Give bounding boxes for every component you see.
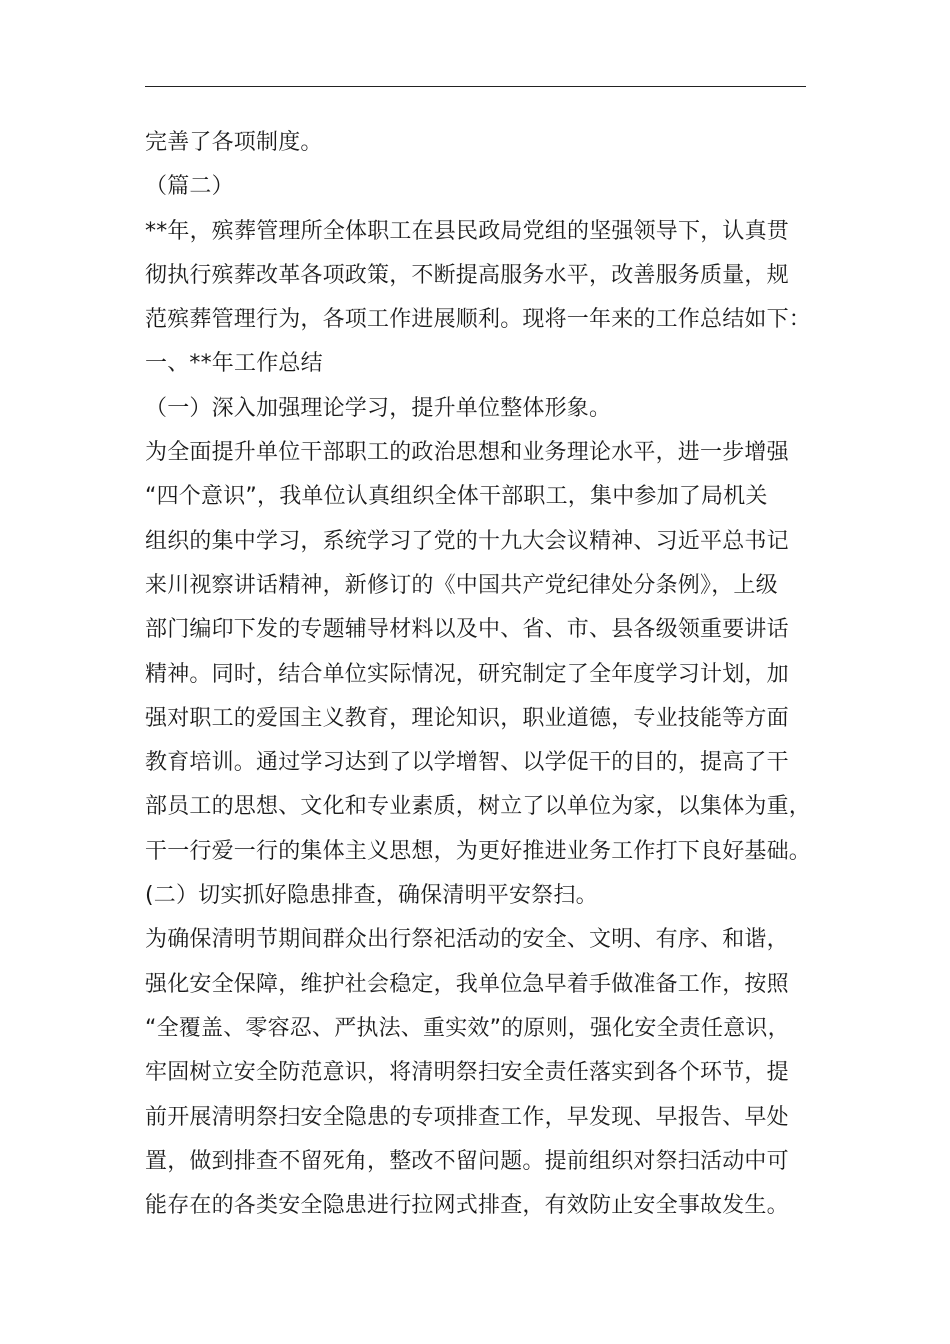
text-line: 为确保清明节期间群众出行祭祀活动的安全、文明、有序、和谐， [145,927,789,953]
text-line: “四个意识”，我单位认真组织全体干部职工，集中参加了局机关 [145,484,768,510]
text-line: 部员工的思想、文化和专业素质，树立了以单位为家，以集体为重， [145,794,812,820]
section-heading: 一、**年工作总结 [145,351,323,377]
text-line: 来川视察讲话精神，新修订的《中国共产党纪律处分条例》，上级 [145,572,778,598]
text-line: 能存在的各类安全隐患进行拉网式排查，有效防止安全事故发生。 [145,1193,789,1219]
section-heading: （篇二） [145,174,234,200]
subsection-heading: (二）切实抓好隐患排查，确保清明平安祭扫。 [145,883,598,909]
text-line: 强对职工的爱国主义教育，理论知识，职业道德，专业技能等方面 [145,705,789,731]
text-line: 强化安全保障，维护社会稳定，我单位急早着手做准备工作，按照 [145,971,789,997]
text-line: 干一行爱一行的集体主义思想，为更好推进业务工作打下良好基础。 [145,838,812,864]
text-line: “全覆盖、零容忍、严执法、重实效”的原则，强化安全责任意识， [145,1015,790,1041]
text-line: 为全面提升单位干部职工的政治思想和业务理论水平，进一步增强 [145,440,789,466]
text-line: 部门编印下发的专题辅导材料以及中、省、市、县各级领重要讲话 [145,617,789,643]
document-body [145,121,815,1228]
text-line: 教育培训。通过学习达到了以学增智、以学促干的目的，提高了干 [145,750,789,776]
text-line: 范殡葬管理行为，各项工作进展顺利。现将一年来的工作总结如下： [145,307,812,333]
text-line: 置，做到排查不留死角，整改不留问题。提前组织对祭扫活动中可 [145,1148,789,1174]
text-line: 组织的集中学习，系统学习了党的十九大会议精神、习近平总书记 [145,528,789,554]
text-line: 前开展清明祭扫安全隐患的专项排查工作，早发现、早报告、早处 [145,1104,789,1130]
header-rule [145,86,806,87]
text-line: 精神。同时，结合单位实际情况，研究制定了全年度学习计划，加 [145,661,789,687]
text-line: 完善了各项制度。 [145,130,323,155]
text-line: **年，殡葬管理所全体职工在县民政局党组的坚强领导下，认真贯 [145,218,790,244]
text-line: 彻执行殡葬改革各项政策，不断提高服务水平，改善服务质量，规 [145,262,789,288]
text-line: 牢固树立安全防范意识，将清明祭扫安全责任落实到各个环节，提 [145,1060,789,1086]
subsection-heading: （一）深入加强理论学习，提升单位整体形象。 [145,395,612,421]
